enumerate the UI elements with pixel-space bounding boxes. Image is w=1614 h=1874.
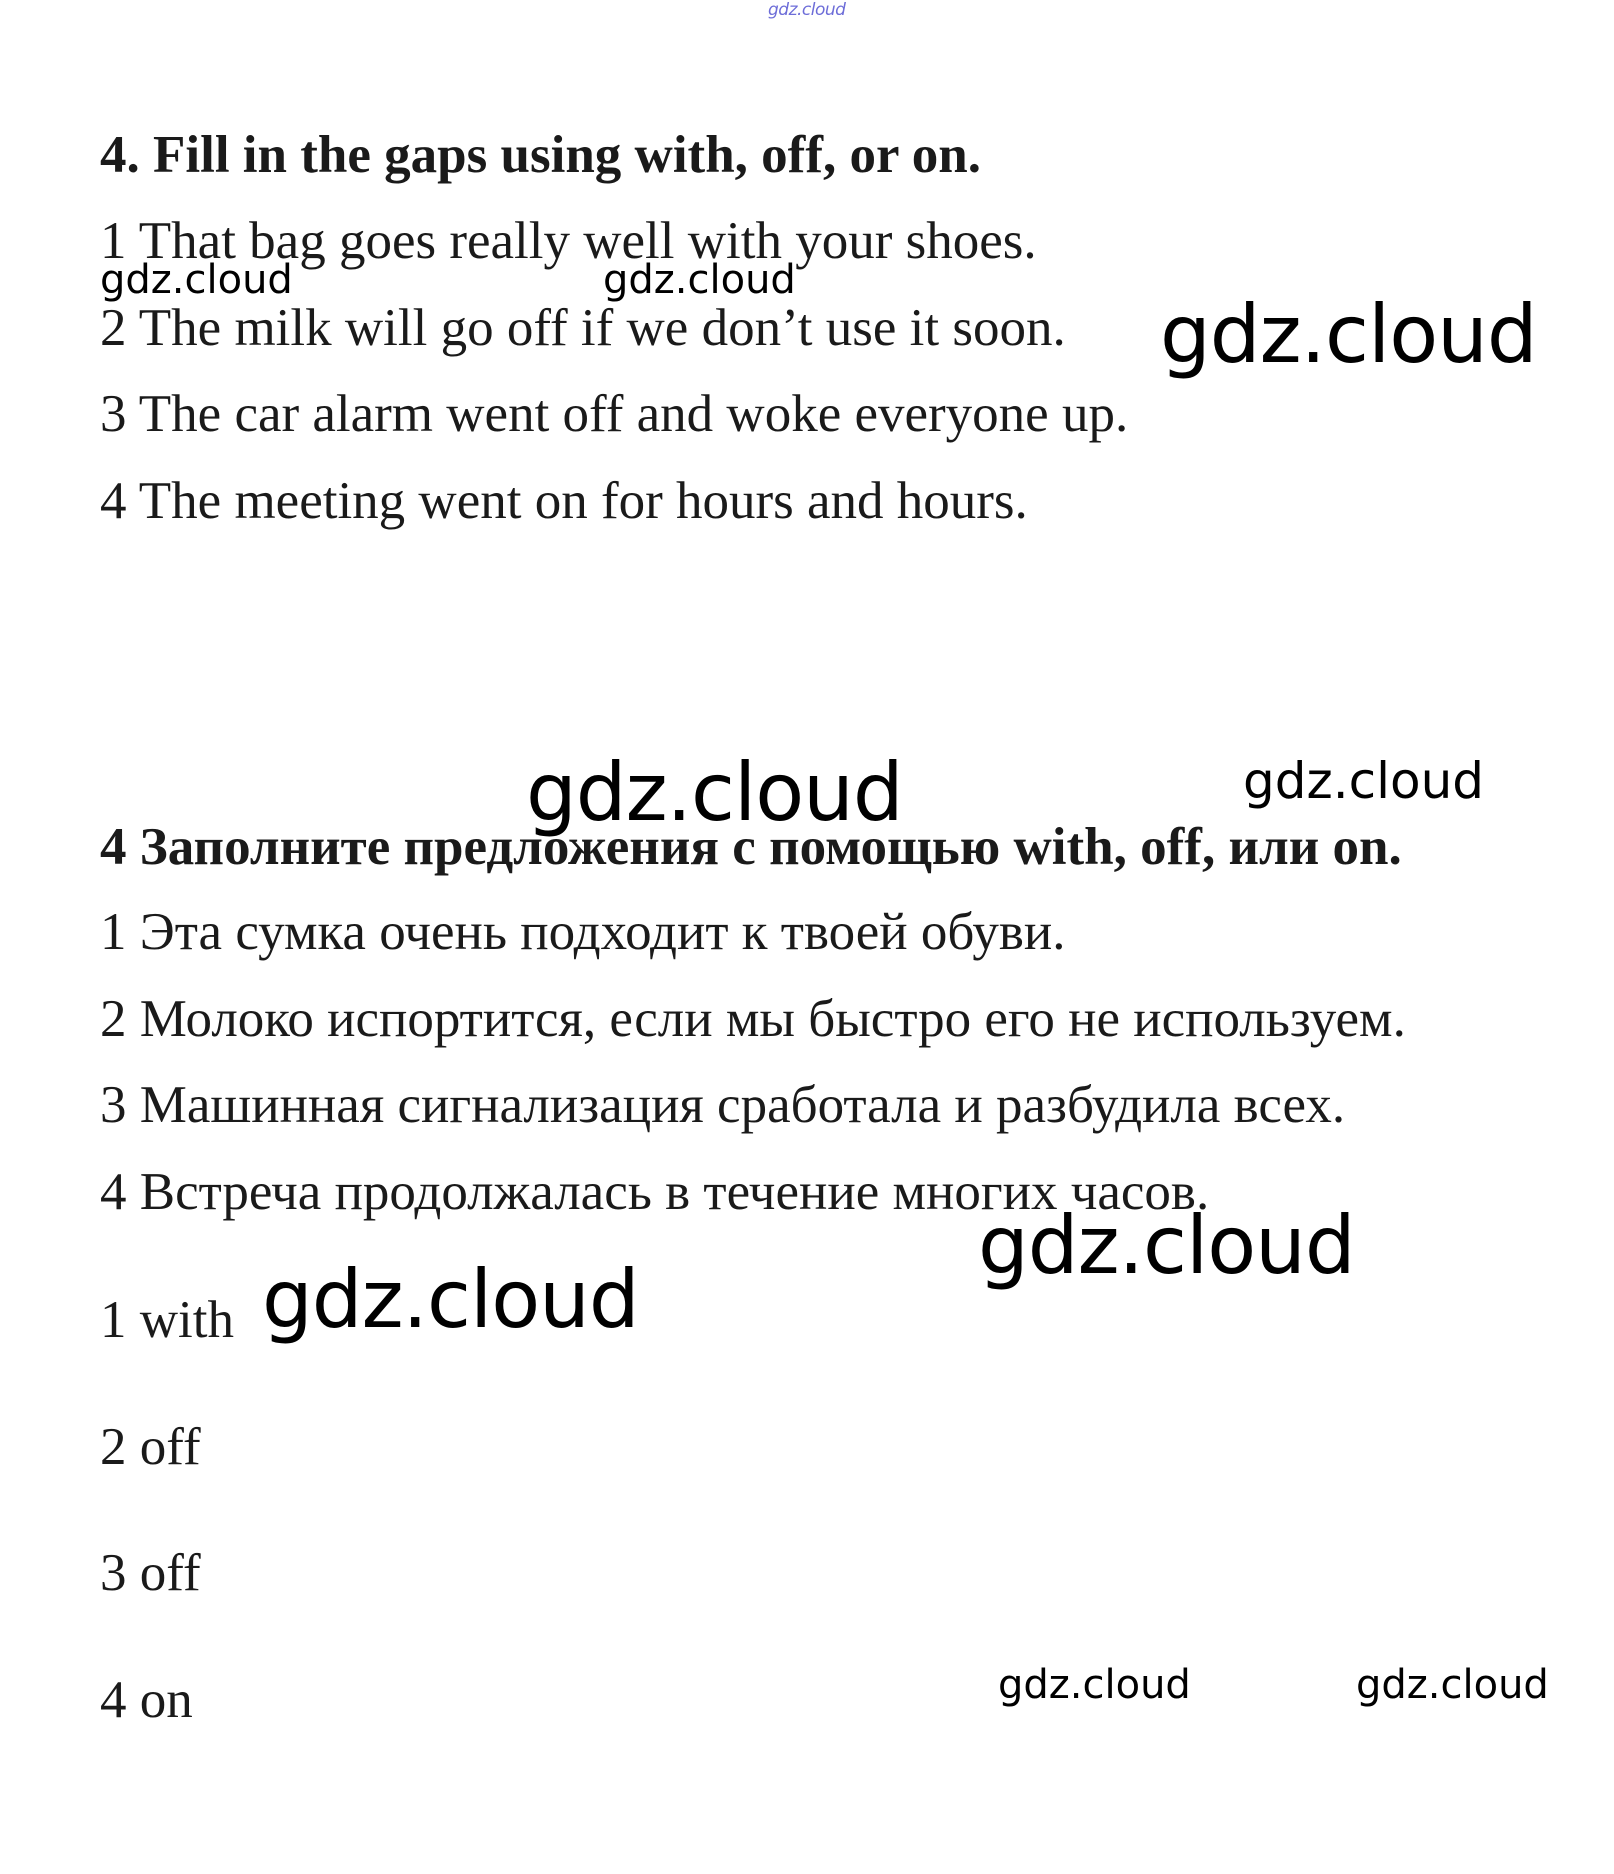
sentence-en-3: 3 The car alarm went off and woke everyone up. [100,385,1129,443]
answer-4: 4 on [100,1671,193,1729]
watermark-8: gdz.cloud [998,1662,1191,1708]
sentence-ru-2: 2 Молоко испортится, если мы быстро его не используем. [100,990,1406,1048]
watermark-5: gdz.cloud [1243,752,1485,810]
exercise-title-russian: 4 Заполните предложения с помощью with, off, или on. [100,818,1402,876]
watermark-top: gdz.cloud [768,0,846,20]
watermark-9: gdz.cloud [1356,1662,1549,1708]
watermark-4: gdz.cloud [526,746,903,839]
watermark-2: gdz.cloud [603,257,796,303]
sentence-en-2: 2 The milk will go off if we don’t use it soon. [100,299,1066,357]
exercise-title-english: 4. Fill in the gaps using with, off, or on. [100,126,982,184]
answer-2: 2 off [100,1418,201,1476]
sentence-en-1: 1 That bag goes really well with your shoes. [100,212,1037,270]
sentence-ru-3: 3 Машинная сигнализация сработала и разбудила всех. [100,1076,1346,1134]
watermark-7: gdz.cloud [262,1253,639,1346]
watermark-6: gdz.cloud [978,1199,1355,1292]
watermark-3: gdz.cloud [1160,288,1537,381]
sentence-ru-4: 4 Встреча продолжалась в течение многих часов. [100,1163,1210,1221]
sentence-en-4: 4 The meeting went on for hours and hours. [100,472,1028,530]
sentence-ru-1: 1 Эта сумка очень подходит к твоей обуви. [100,903,1066,961]
answer-3: 3 off [100,1544,201,1602]
answer-1: 1 with [100,1291,234,1349]
watermark-1: gdz.cloud [100,257,293,303]
